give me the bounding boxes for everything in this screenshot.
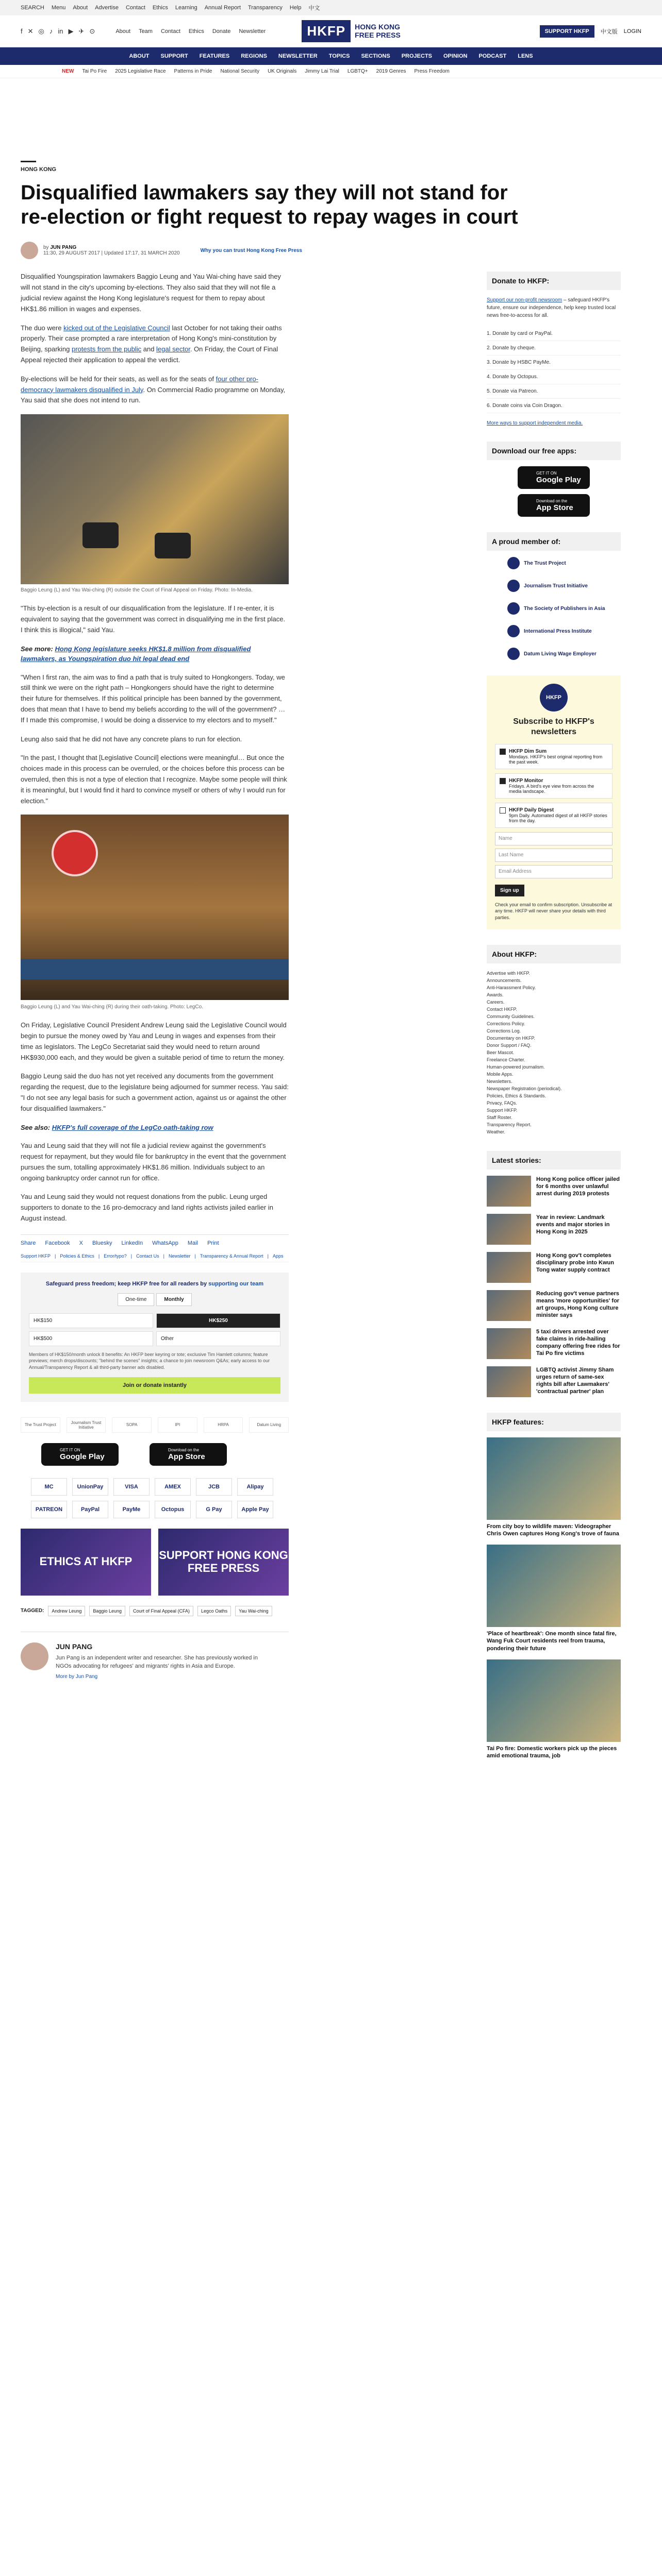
partner-logo[interactable]: IPI	[158, 1417, 197, 1433]
feature-stories	[487, 1437, 621, 1760]
amount-option-selected[interactable]: HK$250	[156, 1313, 280, 1328]
advertise-link[interactable]: Advertise	[95, 5, 119, 11]
about-link[interactable]: Awards.	[487, 992, 504, 997]
site-header	[0, 15, 662, 47]
nav-opinion[interactable]: OPINION	[443, 53, 468, 59]
features-heading: HKFP features:	[487, 1413, 621, 1431]
donate-method[interactable]: 1. Donate by card or PayPal.	[487, 327, 621, 341]
main-nav	[0, 47, 662, 65]
facebook-icon[interactable]: f	[21, 27, 23, 35]
about-link[interactable]: Transparency Report.	[487, 1122, 532, 1127]
header-ethics[interactable]: Ethics	[188, 28, 204, 35]
join-donate-button[interactable]: Join or donate instantly	[29, 1377, 280, 1394]
member-list	[487, 557, 621, 660]
payment-methods	[31, 1478, 289, 1518]
latest-heading: Latest stories:	[487, 1151, 621, 1170]
unionpay-icon[interactable]: UnionPay	[72, 1478, 108, 1496]
signup-button[interactable]: Sign up	[495, 885, 524, 896]
logo-box: HKFP	[302, 20, 351, 42]
content-columns	[21, 272, 641, 1767]
contact-link[interactable]: Contact	[125, 5, 145, 11]
paragraph: "When I first ran, the aim was to find a path that is truly suited to Hongkongers. Today, we still think we were on the right path – Hongkongers should have the right to determine their future for themselves. If this political principle has been banned by the government, does that mean that I have to bend my beliefs according to the will of the government? … If I made this compromise, I would be doing a disservice to my electors and to myself."	[21, 673, 286, 724]
story-title[interactable]: Year in review: Landmark events and major stories in Hong Kong in 2025	[536, 1214, 610, 1235]
jti-icon	[507, 580, 520, 592]
share-bluesky[interactable]: Bluesky	[92, 1240, 112, 1246]
latest-story[interactable]	[487, 1214, 621, 1245]
menu-link[interactable]: Menu	[51, 5, 66, 11]
trending-item[interactable]: Tai Po Fire	[82, 69, 107, 74]
header-newsletter[interactable]: Newsletter	[239, 28, 266, 35]
latest-story[interactable]	[487, 1328, 621, 1359]
about-link[interactable]: Corrections Log.	[487, 1028, 521, 1033]
share-bar	[21, 1234, 289, 1246]
paragraph: Disqualified Youngspiration lawmakers Baggio Leung and Yau Wai-ching have said they will not stand in the city's upcoming by-elections. They also said that they will not file a judicial review against the Hong Kong legislature's request for them to repay about HK$1.86 million in wages and expenses.	[21, 273, 281, 313]
partner-logo[interactable]: HRPA	[204, 1417, 243, 1433]
trending-item[interactable]: Patterns in Pride	[174, 69, 212, 74]
about-link[interactable]: Donor Support / FAQ.	[487, 1042, 532, 1048]
site-logo[interactable]	[302, 20, 400, 42]
trending-bar	[0, 65, 662, 78]
footer-link[interactable]: Support HKFP	[21, 1253, 51, 1259]
instagram-icon[interactable]: ◎	[38, 27, 44, 35]
share-x[interactable]: X	[79, 1240, 84, 1246]
story-thumbnail	[487, 1328, 531, 1359]
tag-chip[interactable]: Baggio Leung	[89, 1606, 125, 1616]
header-team[interactable]: Team	[139, 28, 153, 35]
donate-method[interactable]: 5. Donate via Patreon.	[487, 384, 621, 399]
support-banner[interactable]: SUPPORT HONG KONG FREE PRESS	[158, 1529, 289, 1596]
page-content	[0, 161, 662, 1767]
trust-link[interactable]: Why you can trust Hong Kong Free Press	[200, 247, 302, 253]
share-print[interactable]: Print	[207, 1240, 219, 1246]
about-link[interactable]: Privacy, FAQs.	[487, 1100, 517, 1106]
feature-title[interactable]: 'Place of heartbreak': One month since fatal fire, Wang Fuk Court residents reel from trauma, pondering their future	[487, 1631, 617, 1652]
author-box-name[interactable]: JUN PANG	[56, 1642, 93, 1651]
nav-projects[interactable]: PROJECTS	[401, 53, 432, 59]
header-actions	[540, 25, 641, 38]
mastercard-icon[interactable]: MC	[31, 1478, 67, 1496]
about-link[interactable]: Freelance Charter.	[487, 1057, 525, 1062]
feature-title[interactable]: Tai Po fire: Domestic workers pick up the pieces amid emotional trauma, job	[487, 1745, 617, 1759]
first-name-input[interactable]: Name	[495, 832, 613, 845]
newsletter-heading: Subscribe to HKFP's newsletters	[513, 717, 594, 736]
social-icons	[21, 27, 95, 36]
sidebar	[487, 272, 621, 1767]
amount-option[interactable]: HK$500	[29, 1331, 153, 1346]
feature-story[interactable]	[487, 1545, 621, 1652]
learning-link[interactable]: Learning	[175, 5, 197, 11]
partner-logo[interactable]: Datum Living	[249, 1417, 289, 1433]
microphone-icon	[82, 522, 119, 548]
latest-story[interactable]	[487, 1366, 621, 1397]
donate-method[interactable]: 2. Donate by cheque.	[487, 341, 621, 355]
youtube-icon[interactable]: ▶	[68, 27, 74, 35]
logo-text: HONG KONG FREE PRESS	[355, 23, 401, 39]
more-by-author-link[interactable]: More by Jun Pang	[56, 1673, 98, 1680]
updated-date: Updated 17:17, 31 MARCH 2020	[104, 250, 180, 257]
author-bio: Jun Pang is an independent writer and researcher. She has previously worked in NGOs advocating for refugees' and migrants' rights in Asia and Europe.	[56, 1654, 258, 1670]
about-link[interactable]: Community Guidelines.	[487, 1013, 535, 1019]
app-store-button[interactable]: Download on the App Store	[150, 1443, 227, 1466]
member-logo[interactable]: The Society of Publishers in Asia	[507, 602, 621, 615]
story-title[interactable]: Hong Kong gov't completes disciplinary probe into Kwun Tong water supply contract	[536, 1252, 614, 1274]
threads-icon[interactable]: ⊙	[89, 27, 95, 35]
member-logo[interactable]: Datum Living Wage Employer	[507, 648, 621, 660]
newsletter-option[interactable]: HKFP Dim Sum Mondays. HKFP's best original reporting from the past week.	[495, 744, 613, 769]
about-link[interactable]: Policies, Ethics & Standards.	[487, 1093, 547, 1098]
about-links	[487, 970, 621, 1136]
about-link[interactable]: Corrections Policy.	[487, 1021, 525, 1026]
article-photo	[21, 815, 289, 1000]
byline	[21, 242, 641, 259]
chinese-version-link[interactable]: 中文版	[600, 28, 618, 35]
share-linkedin[interactable]: LinkedIn	[121, 1240, 143, 1246]
share-label: Share	[21, 1240, 36, 1246]
header-contact[interactable]: Contact	[160, 28, 180, 35]
checkbox-checked-icon	[500, 749, 506, 755]
visa-icon[interactable]: VISA	[113, 1478, 150, 1496]
trust-project-icon	[507, 557, 520, 569]
about-link[interactable]: Announcements.	[487, 977, 522, 983]
about-link[interactable]: Anti-Harassment Policy.	[487, 985, 536, 990]
footer-link[interactable]: Policies & Ethics	[60, 1253, 94, 1259]
donate-text-link[interactable]: Support our non-profit newsroom	[487, 297, 562, 303]
header-about[interactable]: About	[115, 28, 131, 35]
nav-lens[interactable]: LENS	[518, 53, 533, 59]
story-title[interactable]: LGBTQ activist Jimmy Sham urges return of same-sex rights bill after Lawmakers' 'contractual partner' plan	[536, 1366, 614, 1395]
trending-item[interactable]: LGBTQ+	[347, 69, 368, 74]
story-thumbnail	[487, 1214, 531, 1245]
see-also-link[interactable]: HKFP's full coverage of the LegCo oath-taking row	[52, 1123, 213, 1131]
ethics-banner[interactable]: ETHICS AT HKFP	[21, 1529, 151, 1596]
latest-stories	[487, 1176, 621, 1397]
tagged-label: TAGGED:	[21, 1608, 44, 1614]
partner-logo[interactable]: The Trust Project	[21, 1417, 60, 1433]
tag-chip[interactable]: Legco Oaths	[197, 1606, 231, 1616]
footer-link[interactable]: Apps	[272, 1253, 284, 1259]
octopus-icon[interactable]: Octopus	[155, 1501, 191, 1518]
paragraph: Yau and Leung said they would not request donations from the public. Leung urged supporters to donate to the 16 pro-democracy and land rights activists jailed earlier in August instead.	[21, 1193, 273, 1222]
byline-meta: by JUN PANG 11:30, 29 AUGUST 2017 | Updated 17:17, 31 MARCH 2020	[43, 245, 180, 257]
story-thumbnail	[487, 1366, 531, 1397]
member-heading: A proud member of:	[487, 532, 621, 551]
about-link[interactable]: About	[73, 5, 88, 11]
partner-logo[interactable]: SOPA	[112, 1417, 152, 1433]
donate-methods	[487, 327, 621, 413]
about-heading: About HKFP:	[487, 945, 621, 963]
story-title[interactable]: Reducing gov't venue partners means 'more opportunities' for art groups, Hong Kong culture minister says	[536, 1290, 620, 1319]
trending-item[interactable]: UK Originals	[268, 69, 297, 74]
paypal-icon[interactable]: PayPal	[72, 1501, 108, 1518]
donate-note: Members of HK$150/month unlock 8 benefits: An HKFP beer keyring or tote; exclusive Tim Hamlett columns; feature previews; merch drops/discounts; "behind the scenes" insights; a chance to join newsroom Q&As; early access to our Annual/Transparency Report & all third-party banner ads disabled.	[29, 1351, 270, 1370]
tab-one-time[interactable]: One-time	[118, 1293, 154, 1306]
tiktok-icon[interactable]: ♪	[49, 27, 53, 35]
trending-item[interactable]: Press Freedom	[414, 69, 450, 74]
author-avatar	[21, 1642, 48, 1670]
paragraph: The duo were kicked out of the Legislative Council last October for not taking their oaths properly. Their case prompted a rare interpretation of Hong Kong's mini-constitution by Beijing, sparking protests from the public and legal sector. On Friday, the Court of Final Appeal rejected their application to appeal the verdict.	[21, 324, 282, 364]
payme-icon[interactable]: PayMe	[113, 1501, 150, 1518]
member-logo[interactable]: International Press Institute	[507, 625, 621, 637]
trending-item[interactable]: 2019 Genres	[376, 69, 406, 74]
newsletter-option[interactable]: HKFP Monitor Fridays. A bird's eye view from across the media landscape.	[495, 773, 613, 799]
publish-date: 11:30, 29 AUGUST 2017	[43, 250, 100, 257]
email-input[interactable]: Email Address	[495, 865, 613, 878]
nav-podcast[interactable]: PODCAST	[478, 53, 507, 59]
partner-logo[interactable]: Journalism Trust Initiative	[67, 1417, 106, 1433]
about-link[interactable]: Mobile Apps.	[487, 1071, 514, 1077]
header-donate[interactable]: Donate	[212, 28, 231, 35]
microphone-icon	[155, 533, 191, 558]
google-play-button[interactable]: GET IT ON Google Play	[518, 466, 590, 489]
article-footer-links: Support HKFP | Policies & Ethics | Error/typo? | Contact Us | Newsletter | Transparency & Annual Report | Apps	[21, 1253, 289, 1262]
donate-widget-title: Safeguard press freedom; keep HKFP free for all readers by supporting our team	[45, 1280, 264, 1287]
paragraph: "In the past, I thought that [Legislative Council] elections were meaningful… But once the choices made in this process can be overruled, or the choices before this process can be overruled, then this is not a type of election that I recognize. Maybe some people will think it is meaningful, but I would find it hard to convince myself or others of why I would run for election."	[21, 754, 287, 805]
story-title[interactable]: 5 taxi drivers arrested over fake claims in ride-hailing company offering free rides for Tai Po fire victims	[536, 1328, 620, 1357]
apple-pay-icon[interactable]: Apple Pay	[237, 1501, 273, 1518]
amount-option[interactable]: HK$150	[29, 1313, 153, 1328]
app-store-buttons	[41, 1443, 289, 1466]
last-name-input[interactable]: Last Name	[495, 849, 613, 862]
donate-tabs	[29, 1293, 280, 1306]
newsletter-signup	[487, 675, 621, 929]
donate-text: Support our non-profit newsroom – safeguard HKFP's future, ensure our independence, help keep trusted local news free-to-access for all.	[487, 297, 616, 319]
about-link[interactable]: Newsletters.	[487, 1078, 512, 1084]
paragraph: Yau and Leung said that they will not file a judicial review against the government's request for repayment, but they would file for bankruptcy in the event that the government pursues the sum, totalling approximately HK$1.86 million. Individuals subject to an ongoing bankruptcy order cannot run for office.	[21, 1142, 286, 1182]
donate-method[interactable]: 4. Donate by Octopus.	[487, 370, 621, 384]
author-name[interactable]: JUN PANG	[50, 245, 77, 251]
author-avatar	[21, 242, 38, 259]
tab-monthly[interactable]: Monthly	[156, 1293, 191, 1306]
author-box	[21, 1632, 289, 1680]
footer-link[interactable]: Error/typo?	[104, 1253, 127, 1259]
google-play-button[interactable]: GET IT ON Google Play	[41, 1443, 119, 1466]
about-link[interactable]: Documentary on HKFP.	[487, 1035, 535, 1041]
about-link[interactable]: Newspaper Registration (periodical).	[487, 1086, 562, 1091]
inline-link[interactable]: kicked out of the Legislative Council	[63, 324, 170, 332]
story-thumbnail	[487, 1252, 531, 1283]
promo-banners	[21, 1529, 289, 1596]
living-wage-icon	[507, 648, 520, 660]
paragraph: Leung also said that he did not have any concrete plans to run for election.	[21, 735, 242, 743]
footer-link[interactable]: Transparency & Annual Report	[200, 1253, 263, 1259]
new-badge: NEW	[62, 69, 74, 74]
nav-regions[interactable]: REGIONS	[241, 53, 267, 59]
newsletter-option[interactable]: HKFP Daily Digest 9pm Daily. Automated digest of all HKFP stories from the day.	[495, 803, 613, 828]
about-link[interactable]: Support HKFP.	[487, 1107, 518, 1113]
more-ways-link[interactable]: More ways to support independent media.	[487, 420, 583, 427]
donate-heading: Donate to HKFP:	[487, 272, 621, 290]
tag-chip[interactable]: Yau Wai-ching	[235, 1606, 272, 1616]
patreon-icon[interactable]: PATREON	[31, 1501, 67, 1518]
share-mail[interactable]: Mail	[187, 1240, 198, 1246]
trending-item[interactable]: Jimmy Lai Trial	[305, 69, 339, 74]
nav-sections[interactable]: SECTIONS	[361, 53, 390, 59]
help-link[interactable]: Help	[289, 5, 302, 11]
nav-about[interactable]: ABOUT	[129, 53, 150, 59]
about-link[interactable]: Staff Roster.	[487, 1114, 512, 1120]
paragraph: On Friday, Legislative Council President Andrew Leung said the Legislative Council would begin to pursue the money owed by Yau and Leung in wages and expenses from their time as legislators. The LegCo Secretariat said they would need to return around HK$930,000 each, and they would be given a suitable period of time to return the money.	[21, 1021, 287, 1061]
about-link[interactable]: Beer Mascot.	[487, 1049, 515, 1055]
share-facebook[interactable]: Facebook	[45, 1240, 70, 1246]
alipay-icon[interactable]: Alipay	[237, 1478, 273, 1496]
apps-heading: Download our free apps:	[487, 442, 621, 460]
sidebar-app-buttons	[487, 466, 621, 517]
photo-caption: Baggio Leung (L) and Yau Wai-ching (R) outside the Court of Final Appeal on Friday. Photo: In-Media.	[21, 587, 253, 594]
trending-item[interactable]: National Security	[220, 69, 260, 74]
inline-link[interactable]: legal sector	[156, 345, 190, 353]
tag-chip[interactable]: Court of Final Appeal (CFA)	[129, 1606, 193, 1616]
article-body	[21, 272, 289, 1767]
feature-thumbnail	[487, 1545, 621, 1627]
search-link[interactable]: SEARCH	[21, 5, 44, 11]
inline-link[interactable]: protests from the public	[72, 345, 142, 353]
feature-thumbnail	[487, 1659, 621, 1742]
story-thumbnail	[487, 1176, 531, 1207]
nav-newsletter[interactable]: NEWSLETTER	[278, 53, 318, 59]
about-link[interactable]: Human-powered journalism.	[487, 1064, 545, 1070]
about-link[interactable]: Careers.	[487, 999, 505, 1005]
header-links	[115, 28, 266, 35]
checkbox-checked-icon	[500, 778, 506, 784]
paragraph: "This by-election is a result of our disqualification from the legislature. If I re-enter, it is equivalent to saying that the government was correct in disqualifying me in the first place. I think this is illogical," said Yau.	[21, 604, 286, 634]
top-utility-bar	[0, 0, 662, 15]
section-label[interactable]: HONG KONG	[21, 161, 36, 173]
paragraph: Baggio Leung said the duo has not yet received any documents from the government regarding the request, due to the legislature being adjourned for summer recess. Yau said: "I do not see any legal basis for such a government action, against us or against the other four disqualified lawmakers."	[21, 1072, 289, 1112]
latest-story[interactable]	[487, 1290, 621, 1321]
trending-item[interactable]: 2025 Legislative Race	[115, 69, 166, 74]
footer-link[interactable]: Contact Us	[136, 1253, 159, 1259]
linkedin-icon[interactable]: in	[58, 27, 63, 35]
feature-story[interactable]	[487, 1437, 621, 1538]
donate-widget	[21, 1273, 289, 1402]
tag-list	[21, 1606, 289, 1616]
emblem-icon	[52, 830, 98, 876]
app-store-button[interactable]: Download on the App Store	[518, 494, 590, 517]
about-link[interactable]: Advertise with HKFP.	[487, 970, 530, 976]
desk-shape	[21, 959, 289, 979]
story-thumbnail	[487, 1290, 531, 1321]
member-logo[interactable]: Journalism Trust Initiative	[507, 580, 621, 592]
donate-method[interactable]: 3. Donate by HSBC PayMe.	[487, 355, 621, 370]
amount-option[interactable]: Other	[156, 1331, 280, 1346]
login-link[interactable]: LOGIN	[623, 28, 641, 35]
donate-method[interactable]: 6. Donate coins via Coin Dragon.	[487, 399, 621, 413]
partner-logos	[21, 1417, 289, 1433]
tag-chip[interactable]: Andrew Leung	[48, 1606, 85, 1616]
google-pay-icon[interactable]: G Pay	[196, 1501, 232, 1518]
ethics-link[interactable]: Ethics	[152, 5, 168, 11]
newsletter-note: Check your email to confirm subscription. Unsubscribe at any time. HKFP will never share your details with third parties.	[495, 902, 613, 920]
article-photo	[21, 414, 289, 584]
telegram-icon[interactable]: ✈	[78, 27, 85, 35]
ipi-icon	[507, 625, 520, 637]
nav-support[interactable]: SUPPORT	[160, 53, 188, 59]
feature-title[interactable]: From city boy to wildlife maven: Videographer Chris Owen captures Hong Kong's trove of fauna	[487, 1523, 619, 1537]
feature-story[interactable]	[487, 1659, 621, 1760]
feature-thumbnail	[487, 1437, 621, 1520]
story-title[interactable]: Hong Kong police officer jailed for 6 months over unlawful arrest during 2019 protests	[536, 1176, 620, 1197]
donate-amounts	[29, 1313, 280, 1346]
article-title: Disqualified lawmakers say they will not stand for re-election or fight request to repay wages in court	[21, 181, 518, 229]
about-link[interactable]: Contact HKFP.	[487, 1006, 517, 1012]
about-link[interactable]: Weather.	[487, 1129, 505, 1134]
x-icon[interactable]: ✕	[27, 27, 34, 35]
share-whatsapp[interactable]: WhatsApp	[152, 1240, 178, 1246]
see-more: See more: Hong Kong legislature seeks HK$1.8 million from disqualified lawmakers, as Youngspiration duo hit legal dead end	[21, 645, 251, 663]
chinese-link[interactable]: 中文	[308, 5, 320, 11]
amex-icon[interactable]: AMEX	[155, 1478, 191, 1496]
see-more-link[interactable]: Hong Kong legislature seeks HK$1.8 million from disqualified lawmakers, as Youngspiration duo hit legal dead end	[21, 645, 251, 663]
support-button[interactable]: SUPPORT HKFP	[540, 25, 594, 38]
nav-topics[interactable]: TOPICS	[328, 53, 350, 59]
latest-story[interactable]	[487, 1176, 621, 1207]
paragraph: By-elections will be held for their seats, as well as for the seats of four other pro-democracy lawmakers disqualified in July. On Commercial Radio programme on Monday, Yau said that she does not intend to run.	[21, 375, 286, 404]
photo-caption: Baggio Leung (L) and Yau Wai-ching (R) during their oath-taking. Photo: LegCo.	[21, 1004, 203, 1010]
jcb-icon[interactable]: JCB	[196, 1478, 232, 1496]
newsletter-logo: HKFP	[540, 684, 568, 711]
member-logo[interactable]: The Trust Project	[507, 557, 621, 569]
latest-story[interactable]	[487, 1252, 621, 1283]
checkbox-empty-icon	[500, 807, 506, 814]
inline-link[interactable]: four other pro-democracy lawmakers disqualified in July	[21, 375, 258, 394]
transparency-link[interactable]: Transparency	[248, 5, 283, 11]
donate-widget-link[interactable]: supporting our team	[208, 1280, 264, 1287]
footer-link[interactable]: Newsletter	[169, 1253, 191, 1259]
sopa-icon	[507, 602, 520, 615]
annual-report-link[interactable]: Annual Report	[204, 5, 241, 11]
nav-features[interactable]: FEATURES	[199, 53, 230, 59]
see-also: See also: HKFP's full coverage of the LegCo oath-taking row	[21, 1123, 213, 1131]
